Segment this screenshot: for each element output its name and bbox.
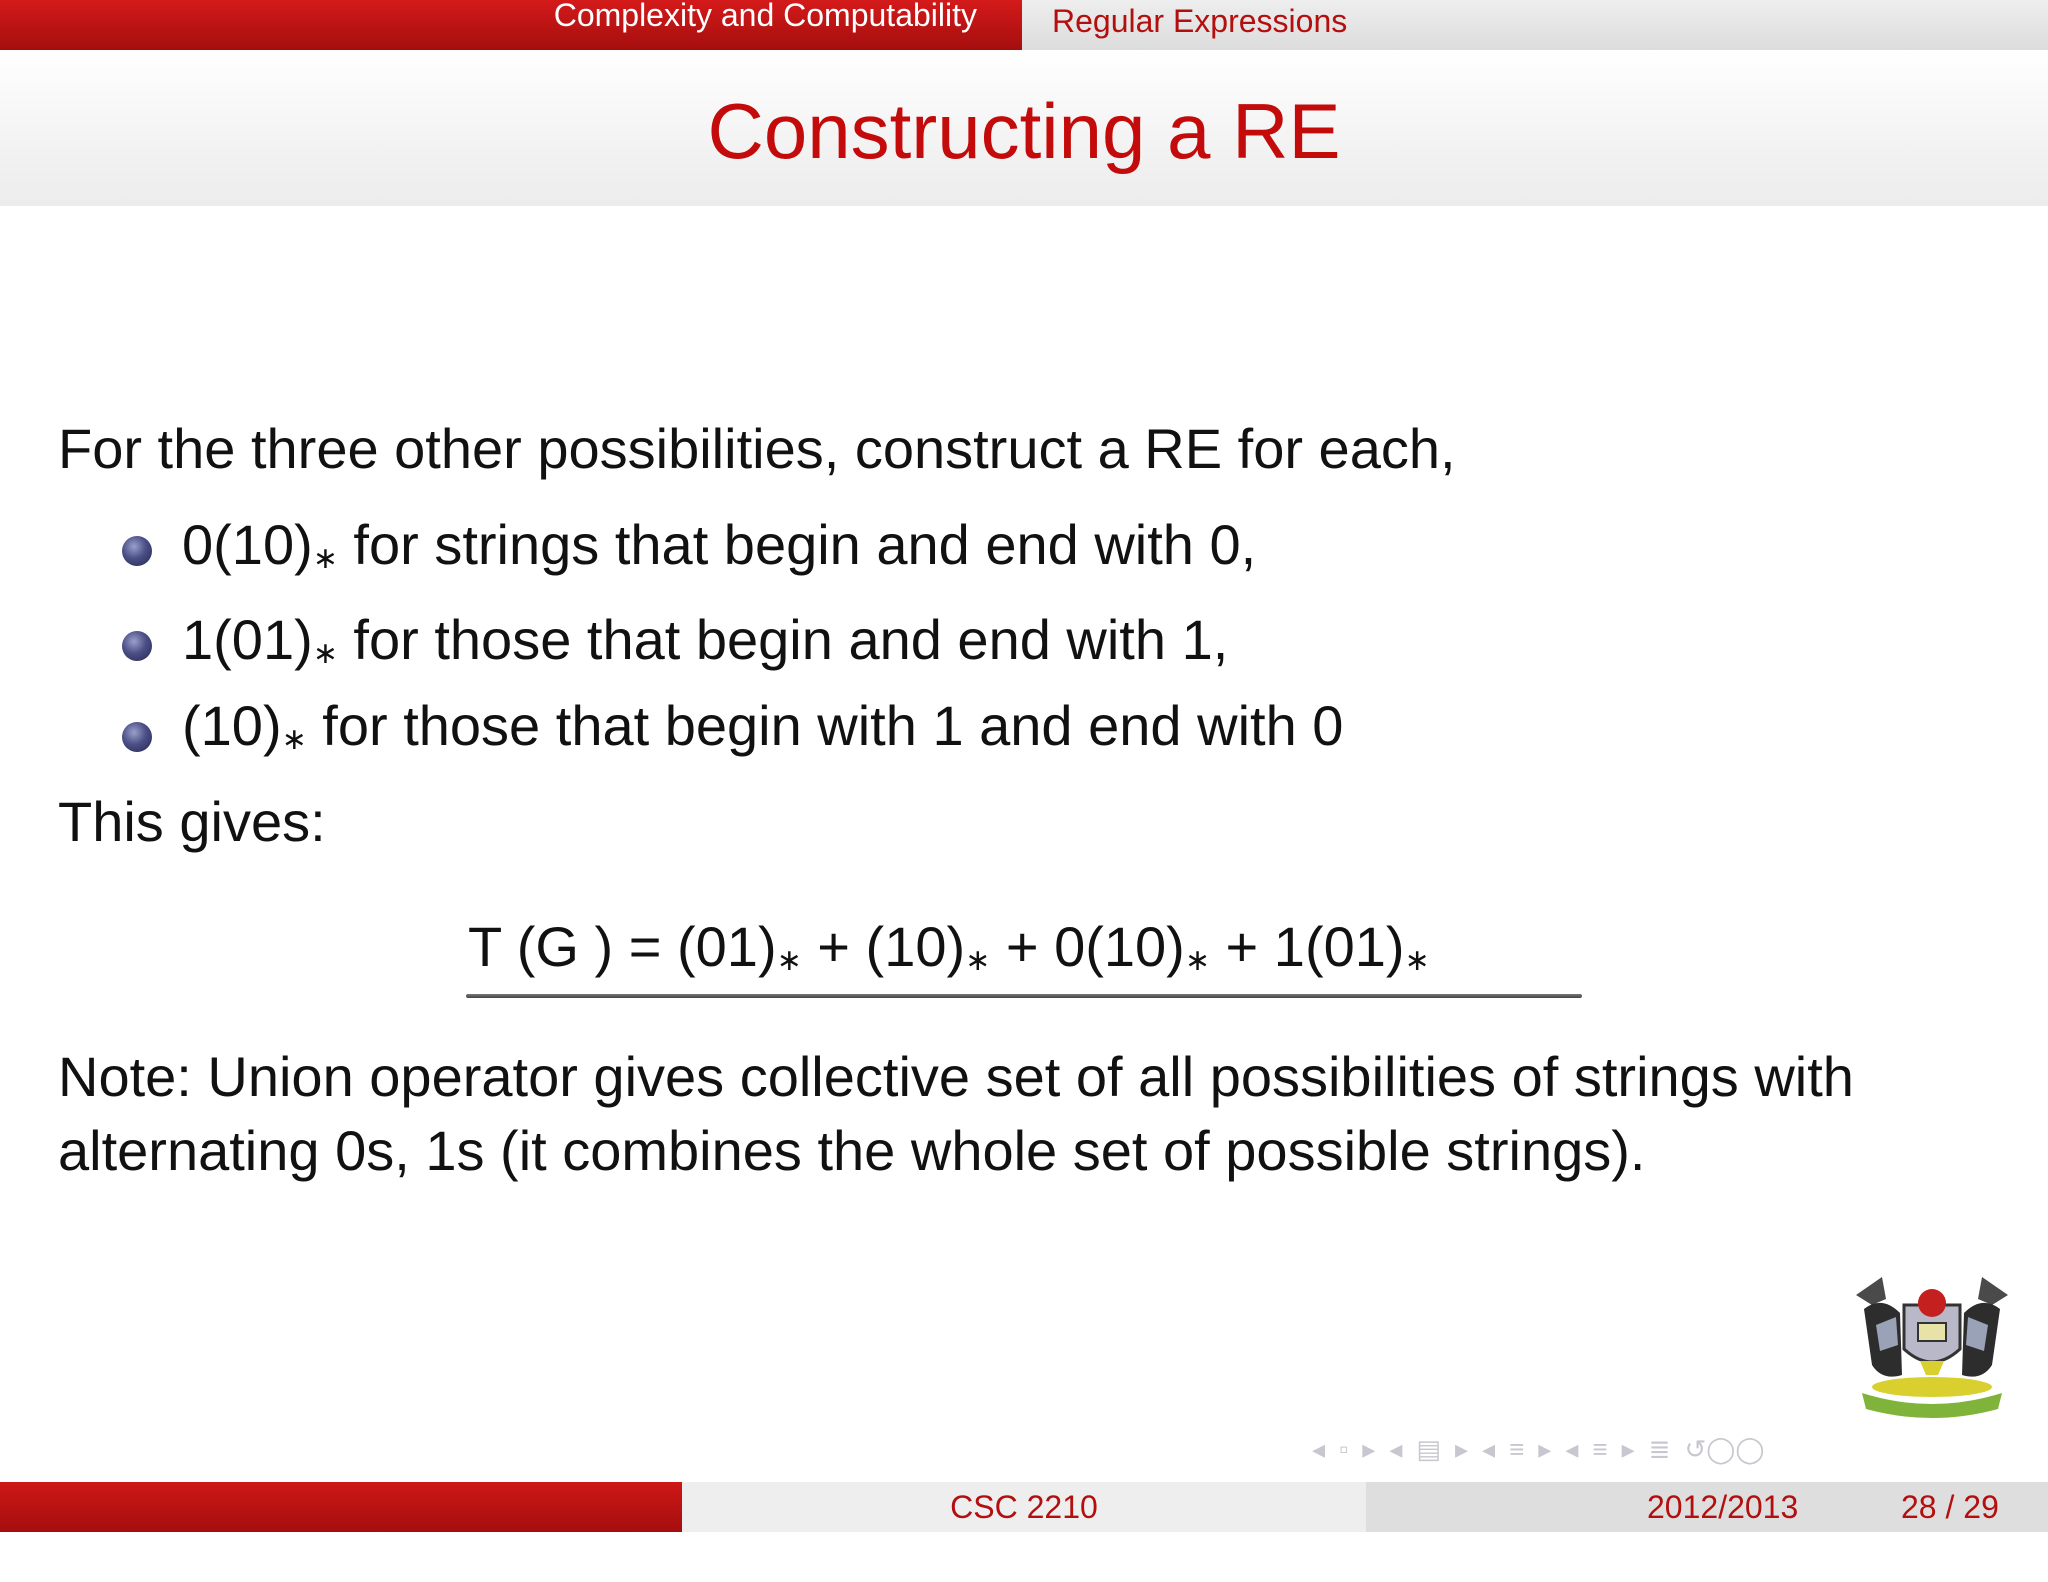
slide-title: Constructing a RE: [707, 87, 1341, 175]
kleene-star: ∗: [1184, 944, 1210, 977]
nav-prev-subsection-icon[interactable]: ◂: [1389, 1433, 1403, 1464]
nav-section-icon[interactable]: ≡: [1509, 1433, 1525, 1464]
list-item: [182, 508, 1256, 596]
kleene-star: ∗: [965, 944, 991, 977]
nav-search-icon[interactable]: ↺◯◯: [1684, 1433, 1765, 1464]
formula-term: + 1(01): [1209, 915, 1405, 978]
intro-text: For the three other possibilities, construct a RE for each,: [58, 417, 1456, 480]
footer-course: [682, 1482, 1366, 1532]
nav-prev-frame-icon[interactable]: ◂: [1312, 1433, 1326, 1464]
footer-info: [1366, 1482, 2048, 1532]
formula: [468, 910, 1430, 998]
footer-year: 2012/2013: [1647, 1489, 1799, 1525]
bullet-icon: [122, 536, 152, 566]
nav-next-subsection-icon[interactable]: ▸: [1454, 1433, 1469, 1464]
note-text: Note: Union operator gives collective set of all possibilities of strings with alternating 0s, 1s (it combines the whole set of possible strings).: [58, 1045, 1854, 1182]
footer-author-label: Safari - Yonasi (Makerere University): [63, 1539, 603, 1575]
nav-next-section-icon[interactable]: ▸: [1538, 1433, 1552, 1464]
nav-prev-icon[interactable]: ◂: [1565, 1433, 1579, 1464]
bullet-icon: [122, 631, 152, 661]
list-item-text: for those that begin and end with 1,: [337, 608, 1229, 671]
nav-frame-icon[interactable]: ▫: [1339, 1433, 1349, 1464]
header-section[interactable]: [0, 0, 1022, 50]
header-subsection-label: Regular Expressions: [1052, 3, 1348, 39]
footer-page-number: 28 / 29: [1901, 1489, 1999, 1525]
kleene-star: ∗: [312, 637, 338, 670]
re-expression: (10): [182, 694, 282, 757]
re-expression: 0(10): [182, 513, 313, 576]
footer-course-label: CSC 2210: [950, 1489, 1098, 1525]
nav-next-icon[interactable]: ▸: [1621, 1433, 1635, 1464]
footer-author: [0, 1482, 682, 1575]
header-section-label: Complexity and Computability: [553, 0, 977, 33]
kleene-star: ∗: [312, 542, 338, 575]
nav-subsection-icon[interactable]: ▤: [1416, 1433, 1441, 1464]
re-expression: 1(01): [182, 608, 313, 671]
beamer-navigation: [1312, 1432, 2032, 1466]
makerere-university-crest-icon: [1842, 1265, 2022, 1425]
nav-prev-section-icon[interactable]: ◂: [1482, 1433, 1496, 1464]
bullet-icon: [122, 722, 152, 752]
list-item-text: for those that begin with 1 and end with 0: [306, 694, 1344, 757]
kleene-star: ∗: [776, 944, 802, 977]
formula-term: + 0(10): [990, 915, 1185, 978]
list-item: [182, 603, 1228, 691]
kleene-star: ∗: [281, 723, 307, 756]
kleene-star: ∗: [1404, 944, 1430, 977]
header-subsection[interactable]: [1022, 0, 2048, 50]
formula-underline: [466, 994, 1582, 998]
formula-term: + (10): [801, 915, 966, 978]
list-item: [182, 689, 1343, 777]
list-item-text: for strings that begin and end with 0,: [337, 513, 1257, 576]
gives-text: This gives:: [58, 790, 326, 853]
nav-doc-icon[interactable]: ≡: [1592, 1433, 1608, 1464]
formula-lhs: T (G ) =: [468, 915, 677, 978]
nav-align-icon[interactable]: ≣: [1648, 1433, 1671, 1464]
formula-term: (01): [677, 915, 777, 978]
nav-next-frame-icon[interactable]: ▸: [1362, 1433, 1376, 1464]
